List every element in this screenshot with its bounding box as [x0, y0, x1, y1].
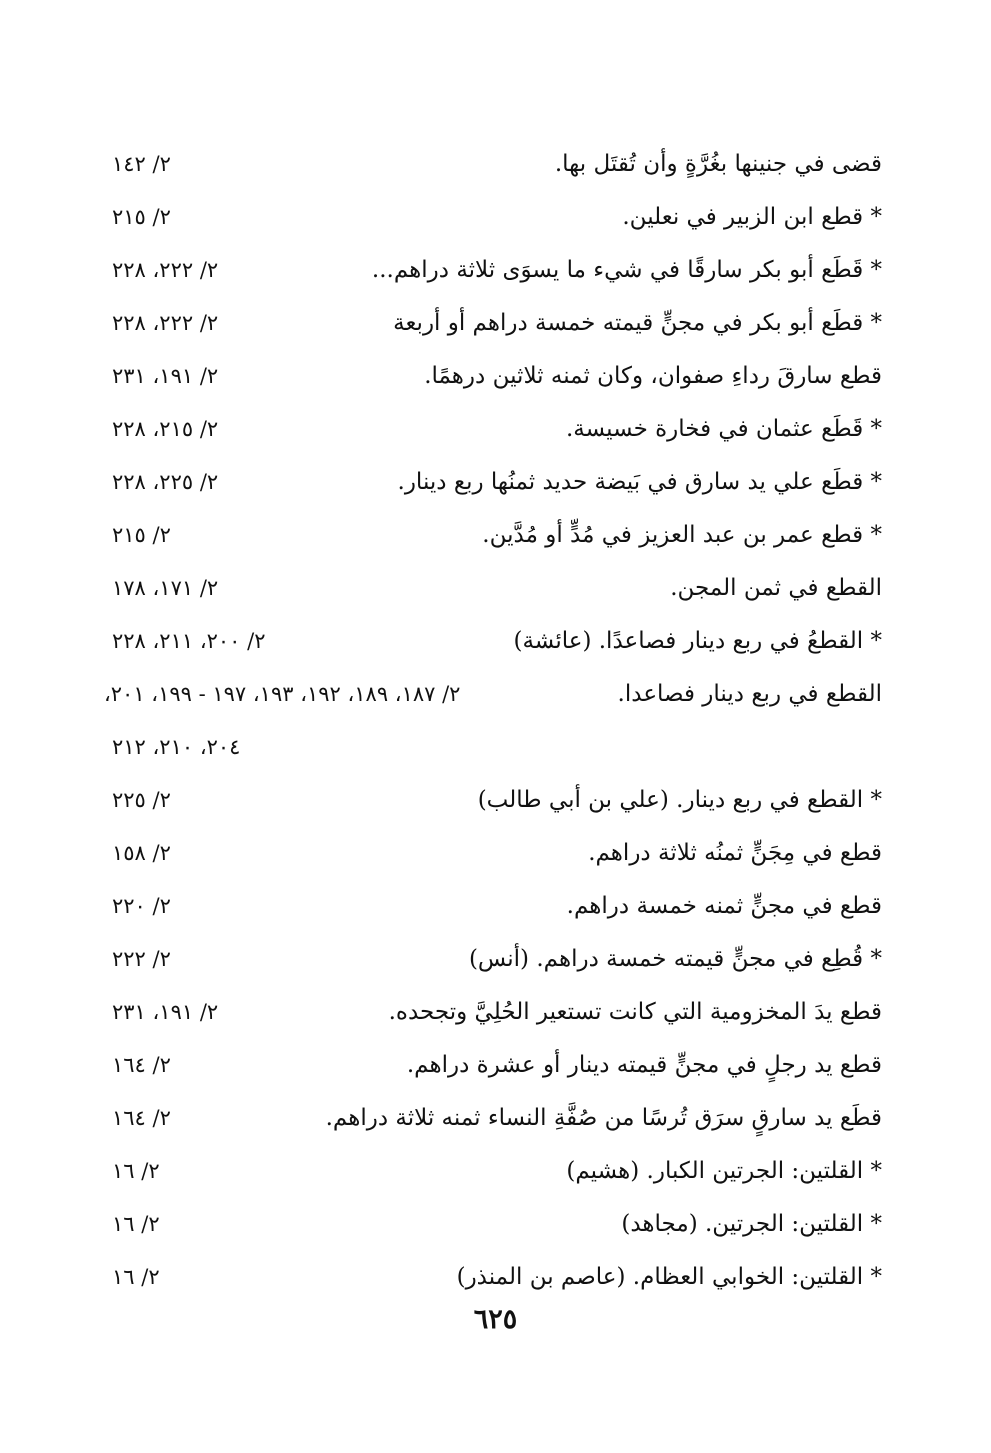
entry-reference: ٢/ ١٦	[112, 1212, 160, 1236]
entry-text: * قطع ابن الزبير في نعلين.	[622, 204, 882, 230]
entry-reference: ٢/ ١٨٧، ١٨٩، ١٩٢، ١٩٣، ١٩٧ - ١٩٩، ٢٠١،	[104, 682, 461, 706]
index-entry	[112, 564, 882, 617]
entry-reference: ٢/ ١٤٢	[112, 152, 171, 176]
entry-text: قطع سارقَ رداءِ صفوان، وكان ثمنه ثلاثين درهمًا.	[424, 363, 882, 389]
index-entry	[112, 829, 882, 882]
index-entry	[112, 776, 882, 829]
entry-reference: ٢/ ٢٢٢	[112, 947, 171, 971]
index-entry	[112, 193, 882, 246]
index-entry	[112, 140, 882, 193]
entry-reference: ٢/ ١٧١، ١٧٨	[112, 576, 219, 600]
index-entry-continuation	[112, 723, 882, 776]
entry-reference: ٢٠٤، ٢١٠، ٢١٢	[112, 735, 241, 759]
entry-reference: ٢/ ٢٢٢، ٢٢٨	[112, 311, 219, 335]
entry-text: قطع في مجنٍّ ثمنه خمسة دراهم.	[566, 893, 882, 919]
entry-reference: ٢/ ١٩١، ٢٣١	[112, 1000, 219, 1024]
index-entry	[104, 670, 882, 723]
entry-text: * قطَع علي يد سارق في بَيضة حديد ثمنُها ربع دينار.	[397, 469, 882, 495]
entry-reference: ٢/ ٢٠٠، ٢١١، ٢٢٨	[112, 629, 266, 653]
page-number: ٦٢٥	[473, 1304, 518, 1335]
index-entry	[112, 617, 882, 670]
index-entry	[112, 1200, 882, 1253]
index-entry	[112, 988, 882, 1041]
entry-text: * قطَع أبو بكر في مجنٍّ قيمته خمسة دراهم أو أربعة	[393, 310, 882, 336]
entry-text: قطَع يد سارقٍ سرَق تُرسًا من صُفَّةِ النساء ثمنه ثلاثة دراهم.	[325, 1105, 882, 1131]
entry-reference: ٢/ ١٦	[112, 1159, 160, 1183]
index-entry	[112, 935, 882, 988]
entry-reference: ٢/ ٢١٥	[112, 205, 171, 229]
index-entry	[112, 405, 882, 458]
entry-text: * القلتين: الخوابي العظام. (عاصم بن المنذر)	[456, 1264, 882, 1290]
entry-text: القطع في ثمن المجن.	[670, 575, 882, 601]
index-entry	[112, 1094, 882, 1147]
entry-reference: ٢/ ١٩١، ٢٣١	[112, 364, 219, 388]
entry-text: قضى في جنينها بغُرَّةٍ وأن تُقتَل بها.	[554, 151, 882, 177]
entry-reference: ٢/ ٢٢٢، ٢٢٨	[112, 258, 219, 282]
index-entries	[104, 140, 882, 1306]
entry-text: * قَطَع أبو بكر سارقًا في شيء ما يسوَى ثلاثة دراهم...	[371, 257, 882, 283]
entry-reference: ٢/ ١٦	[112, 1265, 160, 1289]
entry-text: * القلتين: الجرتين الكبار. (هشيم)	[566, 1158, 882, 1184]
entry-text: القطع في ربع دينار فصاعدا.	[617, 681, 882, 707]
entry-reference: ٢/ ١٦٤	[112, 1106, 171, 1130]
index-entry	[112, 1147, 882, 1200]
entry-reference: ٢/ ٢٢٠	[112, 894, 171, 918]
entry-text: * قَطَع عثمان في فخارة خسيسة.	[565, 416, 882, 442]
entry-text: * القلتين: الجرتين. (مجاهد)	[621, 1211, 882, 1237]
entry-text: قطع في مِجَنٍّ ثمنُه ثلاثة دراهم.	[588, 840, 882, 866]
index-entry	[112, 246, 882, 299]
entry-reference: ٢/ ٢١٥	[112, 523, 171, 547]
entry-text: * قطع عمر بن عبد العزيز في مُدٍّ أو مُدَّين.	[482, 522, 882, 548]
entry-text: قطع يدَ المخزومية التي كانت تستعير الحُلِيَّ وتجحده.	[388, 999, 882, 1025]
entry-text: قطع يد رجلٍ في مجنٍّ قيمته دينار أو عشرة دراهم.	[406, 1052, 882, 1078]
index-entry	[112, 882, 882, 935]
entry-text: * القطعُ في ربع دينار فصاعدًا. (عائشة)	[513, 628, 882, 654]
entry-reference: ٢/ ٢٢٥، ٢٢٨	[112, 470, 219, 494]
entry-text: * القطع في ربع دينار. (علي بن أبي طالب)	[477, 787, 882, 813]
index-entry	[112, 352, 882, 405]
entry-reference: ٢/ ١٦٤	[112, 1053, 171, 1077]
index-entry	[112, 511, 882, 564]
entry-reference: ٢/ ٢١٥، ٢٢٨	[112, 417, 219, 441]
entry-reference: ٢/ ٢٢٥	[112, 788, 171, 812]
index-entry	[112, 1041, 882, 1094]
entry-reference: ٢/ ١٥٨	[112, 841, 171, 865]
index-entry	[112, 299, 882, 352]
index-entry	[112, 458, 882, 511]
entry-text: * قُطِع في مجنٍّ قيمته خمسة دراهم. (أنس)	[468, 946, 882, 972]
